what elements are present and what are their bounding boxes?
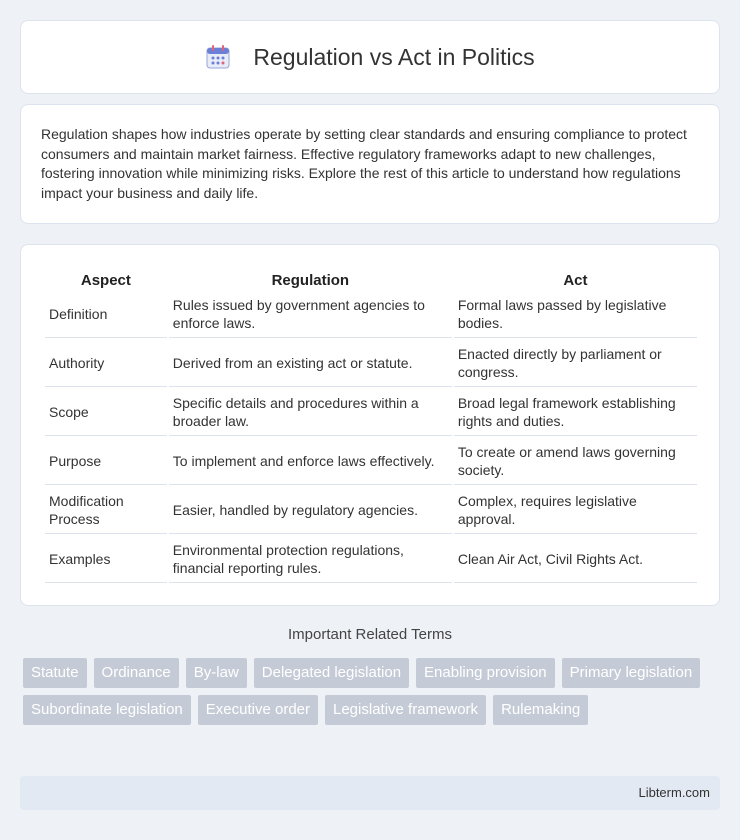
term-tag[interactable]: Delegated legislation xyxy=(254,658,409,688)
header-regulation: Regulation xyxy=(271,271,350,289)
term-tag[interactable]: Ordinance xyxy=(94,658,179,688)
table-row xyxy=(45,487,697,534)
calendar-icon xyxy=(205,44,231,70)
footer-site-link[interactable]: Libterm.com xyxy=(638,785,710,800)
table-cell: Enacted directly by parliament or congress. xyxy=(454,340,697,387)
table-row xyxy=(45,536,697,583)
table-row xyxy=(45,340,697,387)
term-tag[interactable]: Rulemaking xyxy=(493,695,588,725)
table-cell: To implement and enforce laws effectively. xyxy=(169,438,452,485)
table-cell: Clean Air Act, Civil Rights Act. xyxy=(454,536,697,583)
term-tag[interactable]: By-law xyxy=(186,658,247,688)
intro-card xyxy=(20,104,720,224)
table-cell: Complex, requires legislative approval. xyxy=(454,487,697,534)
comparison-table-card xyxy=(20,244,720,606)
table-row xyxy=(45,389,697,436)
page-title: Regulation vs Act in Politics xyxy=(253,43,535,70)
table-cell: Definition xyxy=(45,291,167,338)
table-cell: Formal laws passed by legislative bodies. xyxy=(454,291,697,338)
table-cell: Modification Process xyxy=(45,487,167,534)
term-tag[interactable]: Executive order xyxy=(198,695,318,725)
header-aspect: Aspect xyxy=(80,271,131,289)
table-cell: Broad legal framework establishing rights and duties. xyxy=(454,389,697,436)
table-cell: Derived from an existing act or statute. xyxy=(169,340,452,387)
table-cell: Rules issued by government agencies to enforce laws. xyxy=(169,291,452,338)
table-cell: Purpose xyxy=(45,438,167,485)
term-tag[interactable]: Primary legislation xyxy=(562,658,701,688)
table-cell: Scope xyxy=(45,389,167,436)
table-header-row xyxy=(45,267,697,289)
term-tag[interactable]: Subordinate legislation xyxy=(23,695,191,725)
comparison-table xyxy=(43,265,699,585)
table-cell: Examples xyxy=(45,536,167,583)
table-row xyxy=(45,291,697,338)
header-card xyxy=(20,20,720,94)
table-cell: Specific details and procedures within a broader law. xyxy=(169,389,452,436)
header-act: Act xyxy=(563,271,588,289)
table-cell: Environmental protection regulations, financial reporting rules. xyxy=(169,536,452,583)
intro-text: Regulation shapes how industries operate by setting clear standards and ensuring compliance to protect consumers and maintain market fairness. Effective regulatory frameworks adapt to new challenges, fostering innovation while minimizing risks. Explore the rest of this article to understand how regulations impact your business and daily life. xyxy=(41,126,687,201)
table-cell: Easier, handled by regulatory agencies. xyxy=(169,487,452,534)
table-row xyxy=(45,438,697,485)
term-tag[interactable]: Legislative framework xyxy=(325,695,486,725)
table-cell: To create or amend laws governing society. xyxy=(454,438,697,485)
related-terms-list xyxy=(23,658,713,725)
table-cell: Authority xyxy=(45,340,167,387)
term-tag[interactable]: Statute xyxy=(23,658,87,688)
related-terms-title: Important Related Terms xyxy=(288,626,452,643)
footer xyxy=(20,776,720,810)
term-tag[interactable]: Enabling provision xyxy=(416,658,555,688)
